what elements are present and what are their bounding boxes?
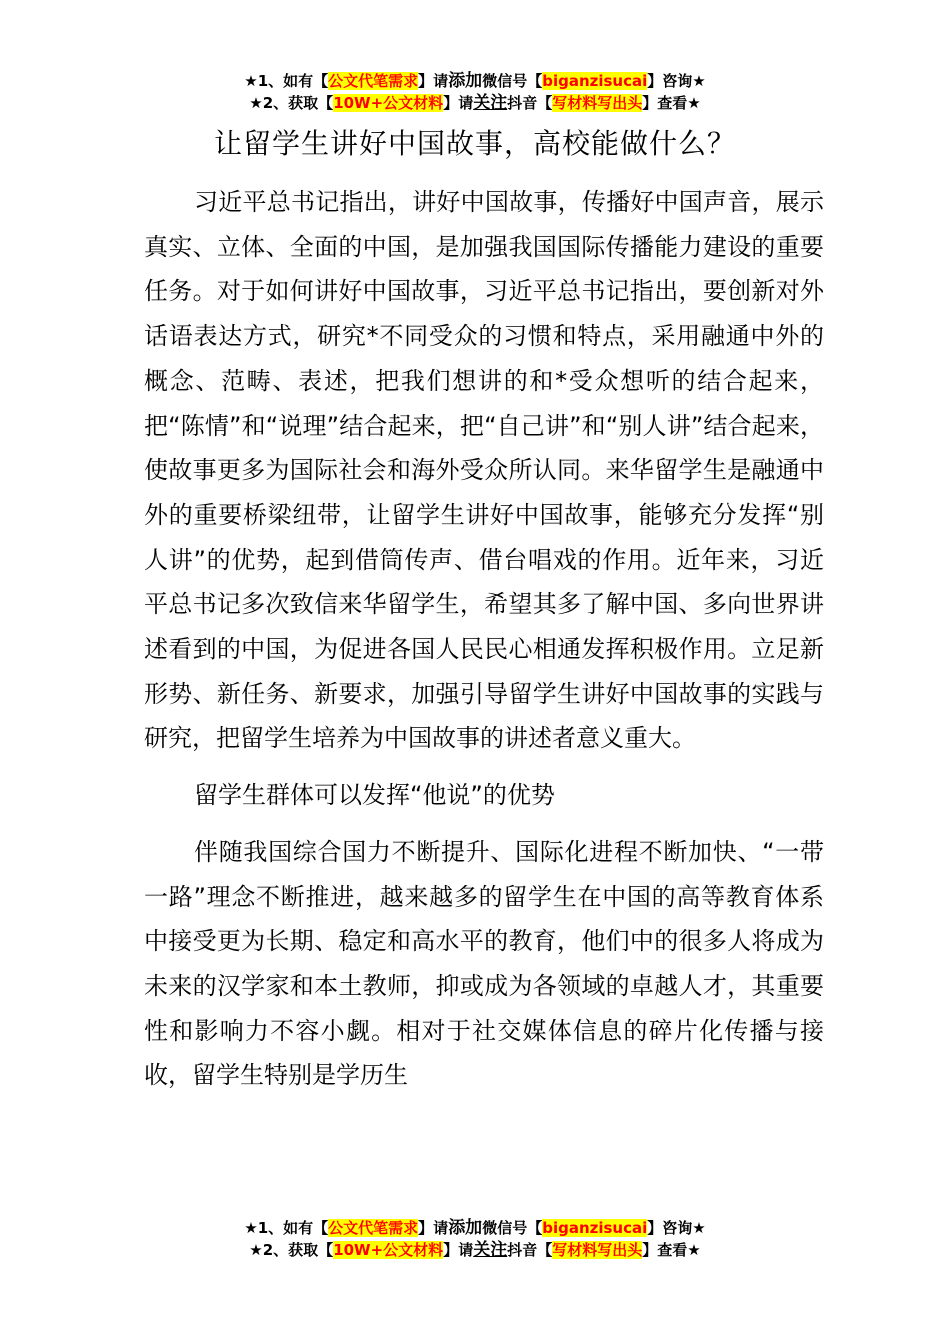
promo-highlight-wechat: biganzisucai [542,1219,648,1237]
promo-highlight-materials: 10W+公文材料 [333,94,444,112]
promo-text: 】咨询★ [647,1219,706,1237]
promo-emphasis: 关注 [473,1240,508,1260]
header-promo [0,70,950,114]
promo-text: 微信号【 [482,72,543,90]
promo-text: 】查看★ [642,1241,701,1259]
promo-text: 】请 [443,94,474,112]
promo-highlight-materials: 10W+公文材料 [333,1241,444,1259]
promo-text: ★1、如有【 [244,72,329,90]
document-title: 让留学生讲好中国故事，高校能做什么？ [213,127,736,160]
document-body [144,180,824,1098]
promo-emphasis: 添加 [448,71,483,91]
promo-text: 】查看★ [642,94,701,112]
promo-highlight-douyin: 写材料写出头 [552,94,643,112]
promo-text: 抖音【 [507,1241,553,1259]
promo-highlight-service: 公文代笔需求 [328,1219,419,1237]
promo-line-2 [0,1239,950,1261]
section-heading: 留学生群体可以发挥“他说”的优势 [194,781,555,810]
promo-text: ★2、获取【 [249,94,334,112]
promo-highlight-wechat: biganzisucai [542,72,648,90]
promo-highlight-douyin: 写材料写出头 [552,1241,643,1259]
promo-text: ★1、如有【 [244,1219,329,1237]
promo-text: 】请 [418,72,449,90]
promo-emphasis: 关注 [473,93,508,113]
promo-text: 】请 [418,1219,449,1237]
promo-highlight-service: 公文代笔需求 [328,72,419,90]
promo-text: ★2、获取【 [249,1241,334,1259]
promo-line-1 [0,1217,950,1239]
body-paragraph: 习近平总书记指出，讲好中国故事，传播好中国声音，展示真实、立体、全面的中国，是加强我国国际传播能力建设的重要任务。对于如何讲好中国故事，习近平总书记指出，要创新对外话语表达方式，研究*不同受众的习惯和特点，采用融通中外的概念、范畴、表述，把我们想讲的和*受众想听的结合起来，把“陈情”和“说理”结合起来，把“自己讲”和“别人讲”结合起来，使故事更多为国际社会和海外受众所认同。来华留学生是融通中外的重要桥梁纽带，让留学生讲好中国故事，能够充分发挥“别人讲”的优势，起到借筒传声、借台唱戏的作用。近年来，习近平总书记多次致信来华留学生，希望其多了解中国、多向世界讲述看到的中国，为促进各国人民民心相通发挥积极作用。立足新形势、新任务、新要求，加强引导留学生讲好中国故事的实践与研究，把留学生培养为中国故事的讲述者意义重大。 [144,188,824,753]
footer-promo [0,1217,950,1261]
promo-text: 抖音【 [507,94,553,112]
promo-line-2 [0,92,950,114]
promo-emphasis: 添加 [448,1218,483,1238]
body-paragraph: 伴随我国综合国力不断提升、国际化进程不断加快、“一带一路”理念不断推进，越来越多的留学生在中国的高等教育体系中接受更为长期、稳定和高水平的教育，他们中的很多人将成为未来的汉学家和本土教师，抑或成为各领域的卓越人才，其重要性和影响力不容小觑。相对于社交媒体信息的碎片化传播与接收，留学生特别是学历生 [144,837,824,1090]
promo-text: 微信号【 [482,1219,543,1237]
promo-text: 】咨询★ [647,72,706,90]
promo-text: 】请 [443,1241,474,1259]
promo-line-1 [0,70,950,92]
